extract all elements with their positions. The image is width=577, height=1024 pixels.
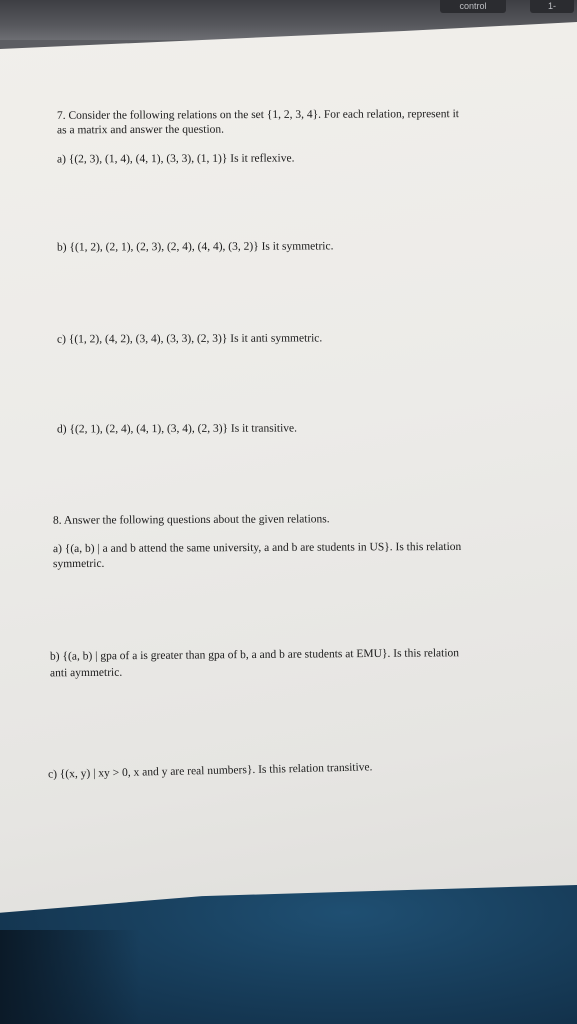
- q7-part-d: d) {(2, 1), (2, 4), (4, 1), (3, 4), (2, 3)} Is it transitive.: [56, 422, 298, 436]
- control-key: control: [440, 0, 506, 13]
- q8-part-c: c) {(x, y) | xy > 0, x and y are real numbers}. Is this relation transitive.: [47, 761, 373, 781]
- q8-part-b-line1: b) {(a, b) | gpa of a is greater than gpa of b, a and b are students at EMU}. Is this relation: [49, 647, 460, 663]
- q8-part-a-line1: a) {(a, b) | a and b attend the same university, a and b are students in US}. Is this relation: [52, 540, 462, 556]
- function-key: 1-: [530, 0, 574, 13]
- fabric-shadow: [0, 930, 140, 1024]
- q8-part-a-line2: symmetric.: [52, 557, 105, 571]
- q7-part-a: a) {(2, 3), (1, 4), (4, 1), (3, 3), (1, 1)} Is it reflexive.: [56, 152, 295, 166]
- q7-intro-line2: as a matrix and answer the question.: [56, 123, 225, 137]
- q8-part-b-line2: anti aymmetric.: [49, 666, 123, 680]
- q7-intro-line1: 7. Consider the following relations on the set {1, 2, 3, 4}. For each relation, represent it: [56, 108, 459, 122]
- q7-part-c: c) {(1, 2), (4, 2), (3, 4), (3, 3), (2, 3)} Is it anti symmetric.: [56, 332, 323, 346]
- q7-part-b: b) {(1, 2), (2, 1), (2, 3), (2, 4), (4, 4), (3, 2)} Is it symmetric.: [56, 240, 334, 254]
- q8-intro: 8. Answer the following questions about the given relations.: [52, 513, 330, 527]
